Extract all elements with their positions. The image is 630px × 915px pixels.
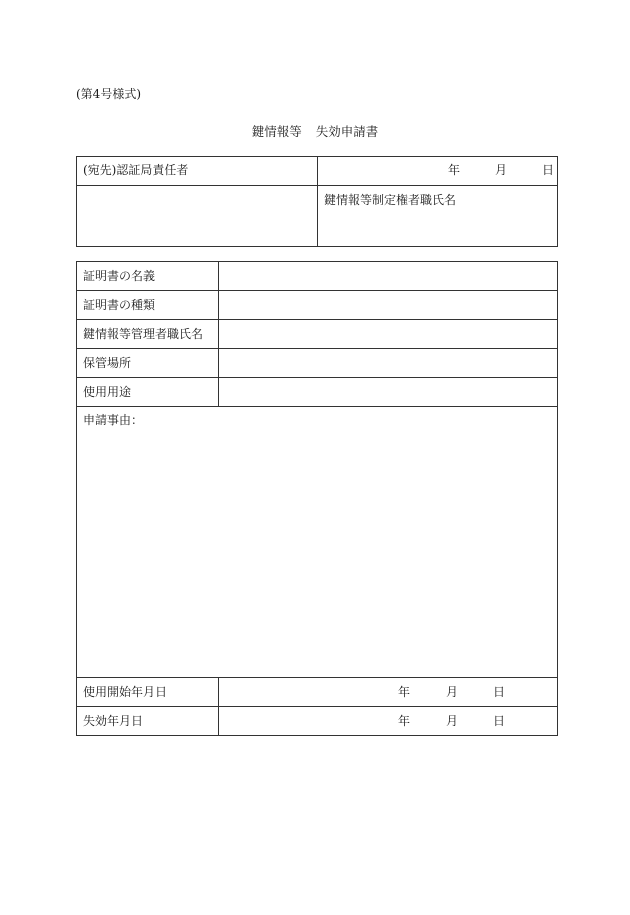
revoke-date-month: 月 <box>446 714 459 728</box>
detail-table <box>76 261 558 736</box>
header-date-day: 日 <box>542 163 555 177</box>
reason-label: 申請事由： <box>83 413 144 427</box>
title-part-1: 鍵情報等 <box>251 124 302 139</box>
storage-location-field[interactable] <box>219 349 558 378</box>
revoke-date-row <box>77 707 558 736</box>
form-number-label: (第4号様式) <box>76 87 141 101</box>
table-row <box>77 349 558 378</box>
header-row <box>77 157 558 186</box>
header-date-field[interactable] <box>318 157 558 186</box>
table-row <box>77 262 558 291</box>
certificate-name-field[interactable] <box>219 262 558 291</box>
blank-cell[interactable] <box>77 186 318 247</box>
start-date-month: 月 <box>446 685 459 699</box>
table-row <box>77 291 558 320</box>
table-row <box>77 378 558 407</box>
applicant-field[interactable] <box>318 186 558 247</box>
start-date-row <box>77 678 558 707</box>
addressee-label: (宛先)認証局責任者 <box>83 163 189 177</box>
reason-row <box>77 407 558 678</box>
header-table <box>76 156 558 247</box>
header-date-month: 月 <box>495 163 508 177</box>
revoke-date-field[interactable] <box>219 707 558 736</box>
row-label: 鍵情報等管理者職氏名 <box>77 320 219 349</box>
title-part-2: 失効申請書 <box>315 124 379 139</box>
row-label: 保管場所 <box>77 349 219 378</box>
row-label: 失効年月日 <box>77 707 219 736</box>
start-date-day: 日 <box>493 685 506 699</box>
certificate-type-field[interactable] <box>219 291 558 320</box>
revoke-date-day: 日 <box>493 714 506 728</box>
addressee-cell <box>77 157 318 186</box>
row-label: 使用用途 <box>77 378 219 407</box>
row-label: 証明書の名義 <box>77 262 219 291</box>
document-title <box>0 122 630 140</box>
row-label: 証明書の種類 <box>77 291 219 320</box>
revoke-date-year: 年 <box>398 714 411 728</box>
header-date-year: 年 <box>448 163 461 177</box>
applicant-label: 鍵情報等制定権者職氏名 <box>324 193 457 207</box>
key-manager-name-field[interactable] <box>219 320 558 349</box>
table-row <box>77 320 558 349</box>
row-label: 使用開始年月日 <box>77 678 219 707</box>
start-date-year: 年 <box>398 685 411 699</box>
reason-field[interactable] <box>77 407 558 678</box>
applicant-row <box>77 186 558 247</box>
usage-purpose-field[interactable] <box>219 378 558 407</box>
start-date-field[interactable] <box>219 678 558 707</box>
